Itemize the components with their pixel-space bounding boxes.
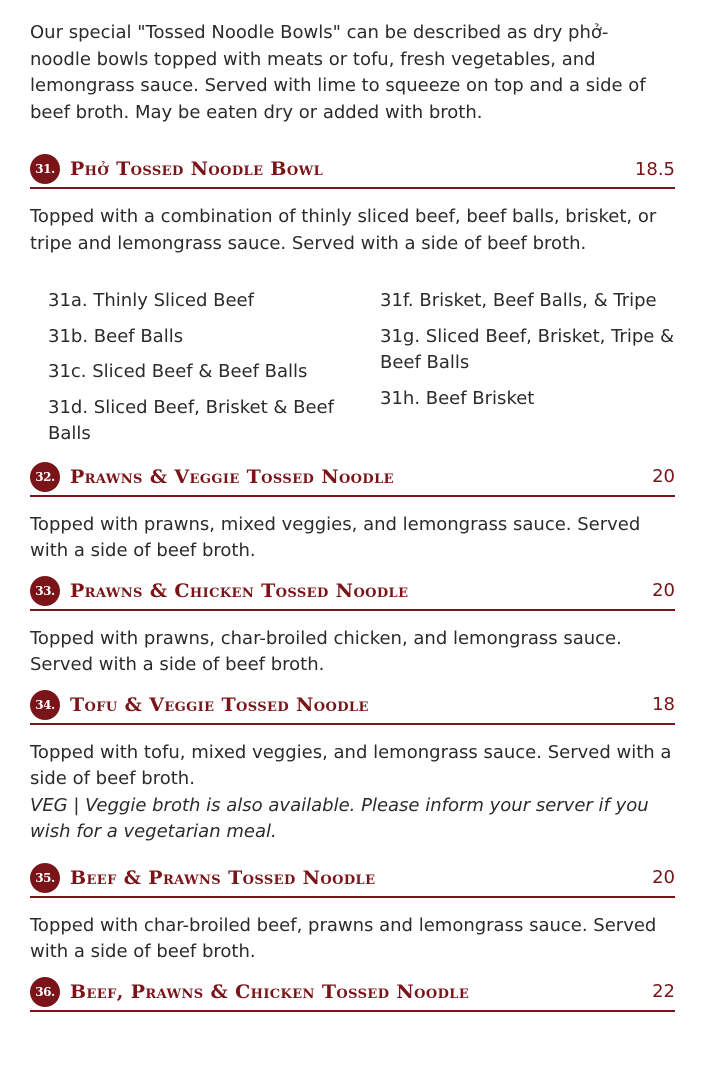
menu-item-33 [30, 573, 675, 679]
item-description: Topped with prawns, mixed veggies, and lemongrass sauce. Served with a side of beef broth. [30, 513, 641, 561]
option-item: 31f. Brisket, Beef Balls, & Tripe [380, 290, 657, 311]
item-price: 18.5 [634, 158, 675, 180]
item-price: 18 [652, 694, 675, 715]
item-name: Prawns & Chicken Tossed Noodle [70, 579, 409, 602]
item-price: 20 [652, 466, 675, 487]
options-right-column [362, 288, 675, 448]
item-description: Topped with char-broiled beef, prawns and lemongrass sauce. Served with a side of beef broth. [30, 914, 657, 962]
menu-page [30, 0, 675, 1012]
menu-item-32 [30, 459, 675, 565]
item-name: Beef & Prawns Tossed Noodle [70, 866, 376, 889]
item-price: 20 [652, 867, 675, 888]
item-number-badge: 36. [30, 977, 60, 1007]
item-header [30, 573, 675, 611]
option-item: 31d. Sliced Beef, Brisket & Beef Balls [48, 396, 334, 444]
item-description: Topped with prawns, char-broiled chicken, and lemongrass sauce. Served with a side of beef broth. [30, 627, 622, 675]
item-description: Topped with tofu, mixed veggies, and lemongrass sauce. Served with a side of beef broth. [30, 741, 672, 789]
item-number-badge: 32. [30, 462, 60, 492]
item-name: Phở Tossed Noodle Bowl [70, 158, 324, 180]
option-item: 31c. Sliced Beef & Beef Balls [48, 361, 308, 382]
item-name: Tofu & Veggie Tossed Noodle [70, 693, 369, 716]
item-name: Beef, Prawns & Chicken Tossed Noodle [70, 980, 470, 1003]
menu-item-35 [30, 860, 675, 966]
item-name: Prawns & Veggie Tossed Noodle [70, 465, 394, 488]
item-header [30, 860, 675, 898]
item-price: 20 [652, 580, 675, 601]
item-header [30, 974, 675, 1012]
menu-item-36 [30, 974, 675, 1012]
options-left-column [30, 288, 362, 448]
item-header [30, 459, 675, 497]
intro-text: Our special "Tossed Noodle Bowls" can be described as dry phở- noodle bowls topped with meats or tofu, fresh vegetables, and lemongrass sauce. Served with lime to squeeze on top and a side of beef broth. May be eaten dry or added with broth. [30, 22, 646, 123]
item-header [30, 151, 675, 189]
item-number-badge: 33. [30, 576, 60, 606]
item-price: 22 [652, 981, 675, 1002]
item-description: Topped with a combination of thinly sliced beef, beef balls, brisket, or tripe and lemongrass sauce. Served with a side of beef broth. [30, 206, 657, 254]
item-number-badge: 35. [30, 863, 60, 893]
menu-item-31 [30, 151, 675, 448]
item-options [30, 288, 675, 448]
option-item: 31h. Beef Brisket [380, 387, 535, 409]
item-number-badge: 31. [30, 154, 60, 184]
option-item: 31a. Thinly Sliced Beef [48, 290, 254, 311]
item-header [30, 687, 675, 725]
option-item: 31g. Sliced Beef, Brisket, Tripe & Beef Balls [380, 325, 675, 373]
menu-item-34 [30, 687, 675, 846]
item-number-badge: 34. [30, 690, 60, 720]
option-item: 31b. Beef Balls [48, 325, 184, 347]
vegetarian-note: VEG | Veggie broth is also available. Please inform your server if you wish for a vegetarian meal. [30, 794, 649, 842]
